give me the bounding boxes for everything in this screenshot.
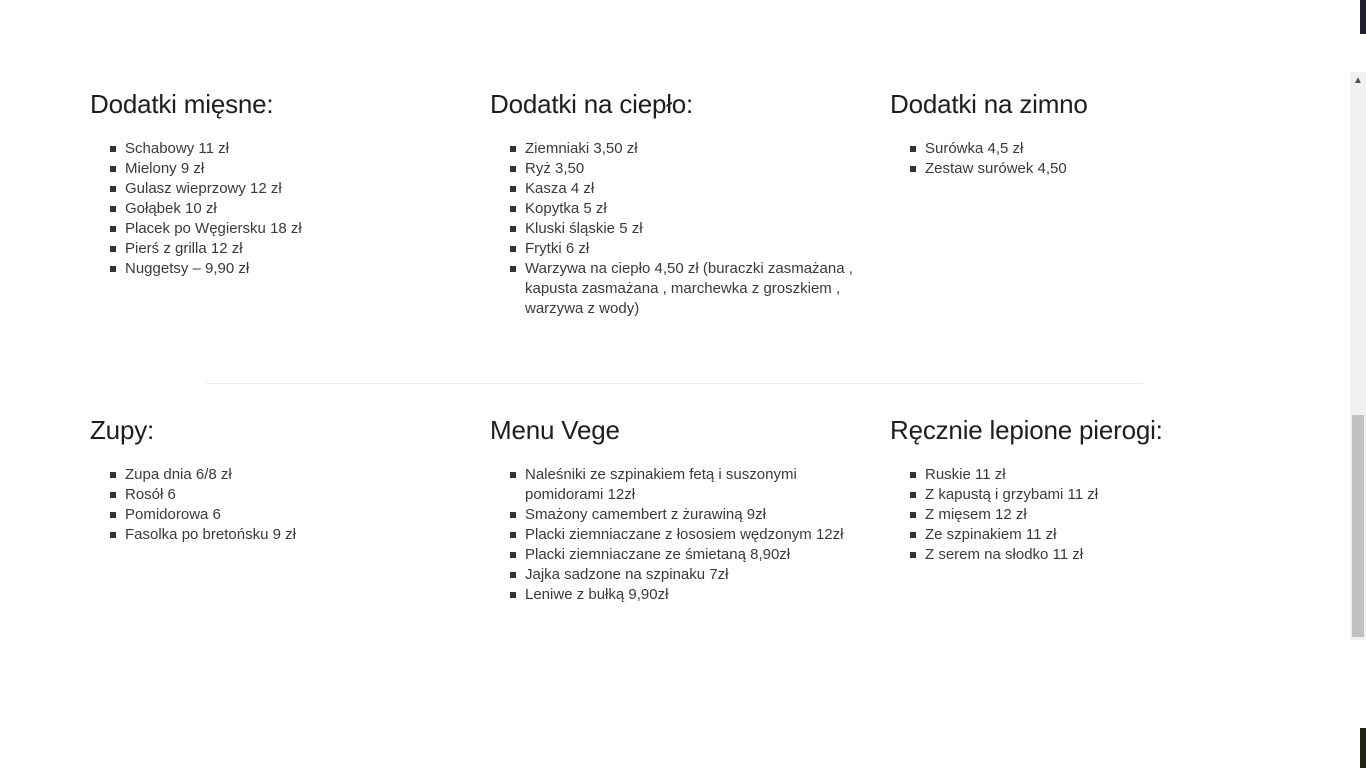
list-item: Zestaw surówek 4,50 <box>910 159 1260 179</box>
list-item: Schabowy 11 zł <box>110 139 460 159</box>
chevron-up-icon[interactable]: ▲ <box>1353 75 1363 86</box>
menu-row-top <box>90 88 1290 348</box>
section-dodatki-na-cieplo <box>490 88 860 319</box>
section-zupy <box>90 414 460 545</box>
list-item: Mielony 9 zł <box>110 159 460 179</box>
section-dodatki-na-zimno <box>890 88 1260 179</box>
page-edge-bottom <box>1360 728 1366 768</box>
list-item: Kopytka 5 zł <box>510 199 860 219</box>
section-list <box>490 465 860 605</box>
list-item: Placki ziemniaczane ze śmietaną 8,90zł <box>510 545 860 565</box>
list-item: Frytki 6 zł <box>510 239 860 259</box>
list-item: Fasolka po bretońsku 9 zł <box>110 525 460 545</box>
list-item: Gołąbek 10 zł <box>110 199 460 219</box>
section-divider <box>206 383 1143 384</box>
list-item: Gulasz wieprzowy 12 zł <box>110 179 460 199</box>
list-item: Pomidorowa 6 <box>110 505 460 525</box>
list-item: Surówka 4,5 zł <box>910 139 1260 159</box>
list-item: Pierś z grilla 12 zł <box>110 239 460 259</box>
list-item: Smażony camembert z żurawiną 9zł <box>510 505 860 525</box>
section-title: Zupy: <box>90 415 155 445</box>
list-item: Ze szpinakiem 11 zł <box>910 525 1260 545</box>
list-item: Nuggetsy – 9,90 zł <box>110 259 460 279</box>
list-item: Ryż 3,50 <box>510 159 860 179</box>
list-item: Jajka sadzone na szpinaku 7zł <box>510 565 860 585</box>
list-item: Kasza 4 zł <box>510 179 860 199</box>
list-item: Placek po Węgiersku 18 zł <box>110 219 460 239</box>
list-item: Z kapustą i grzybami 11 zł <box>910 485 1260 505</box>
page-edge-top <box>1360 0 1366 34</box>
section-title: Ręcznie lepione pierogi: <box>890 415 1163 445</box>
section-title: Dodatki mięsne: <box>90 89 274 119</box>
list-item: Kluski śląskie 5 zł <box>510 219 860 239</box>
list-item: Z serem na słodko 11 zł <box>910 545 1260 565</box>
menu-row-bottom <box>90 414 1290 674</box>
section-title: Dodatki na zimno <box>890 89 1088 119</box>
scrollbar-thumb[interactable] <box>1352 415 1364 637</box>
section-menu-vege <box>490 414 860 605</box>
section-title: Menu Vege <box>490 415 620 445</box>
section-title: Dodatki na ciepło: <box>490 89 694 119</box>
section-list <box>90 465 460 545</box>
section-list <box>490 139 860 319</box>
list-item: Naleśniki ze szpinakiem fetą i suszonymi pomidorami 12zł <box>510 465 860 505</box>
list-item: Ziemniaki 3,50 zł <box>510 139 860 159</box>
section-dodatki-miesne <box>90 88 460 279</box>
section-list <box>890 139 1260 179</box>
list-item: Leniwe z bułką 9,90zł <box>510 585 860 605</box>
list-item: Warzywa na ciepło 4,50 zł (buraczki zasmażana , kapusta zasmażana , marchewka z groszkiem , warzywa z wody) <box>510 259 860 319</box>
list-item: Ruskie 11 zł <box>910 465 1260 485</box>
section-list <box>890 465 1260 565</box>
section-pierogi <box>890 414 1260 565</box>
list-item: Zupa dnia 6/8 zł <box>110 465 460 485</box>
vertical-scrollbar[interactable] <box>1350 0 1366 768</box>
list-item: Rosół 6 <box>110 485 460 505</box>
list-item: Z mięsem 12 zł <box>910 505 1260 525</box>
section-list <box>90 139 460 279</box>
list-item: Placki ziemniaczane z łososiem wędzonym 12zł <box>510 525 860 545</box>
